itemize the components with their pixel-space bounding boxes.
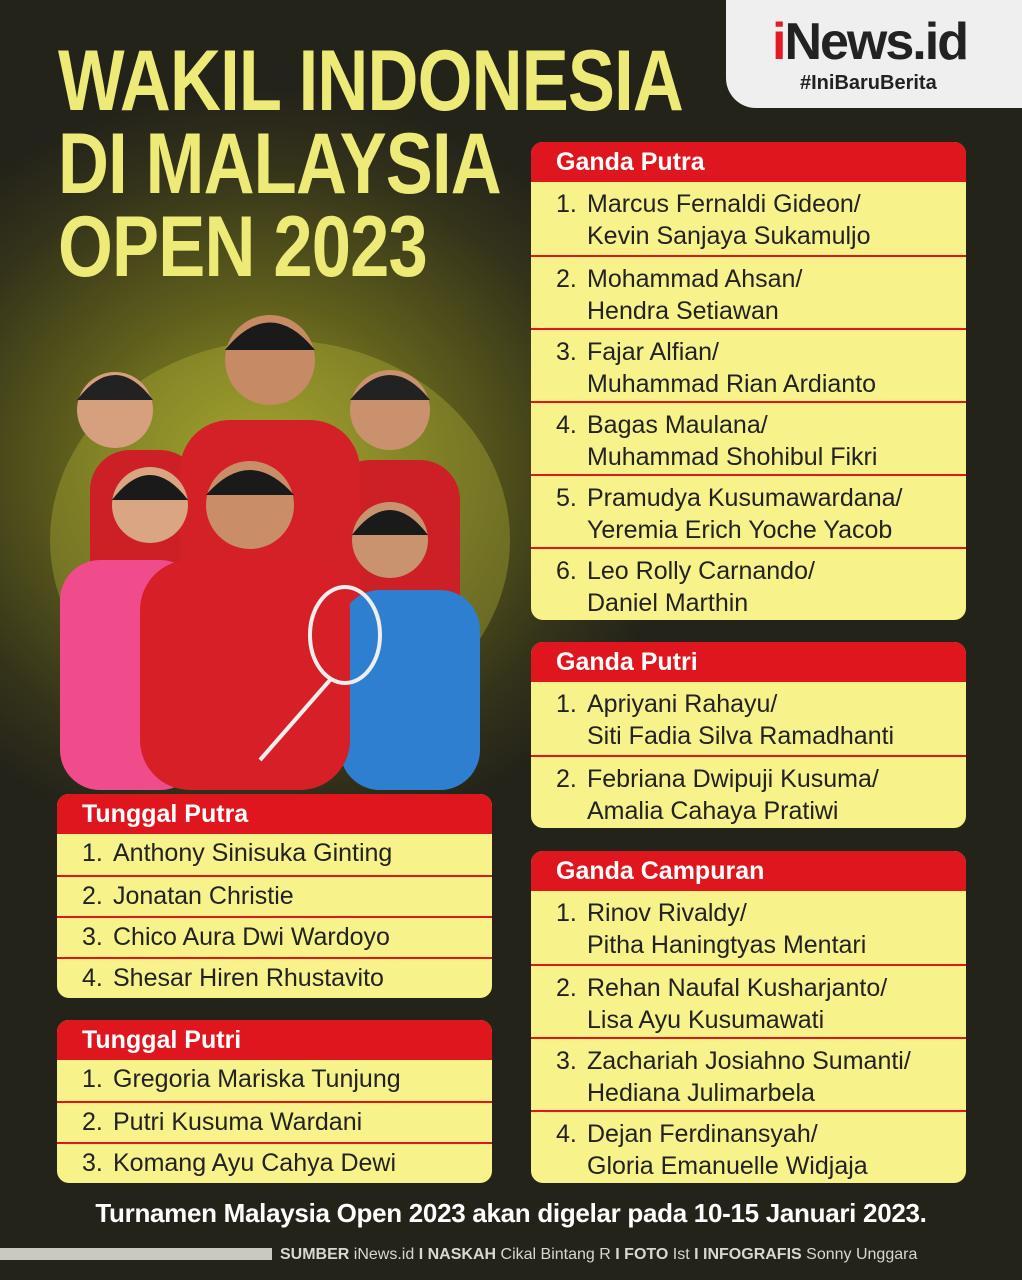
list-item [531,474,966,547]
list-item [531,182,966,255]
panel-header: Ganda Campuran [531,851,966,891]
list-item [531,328,966,401]
panel-ganda-putri [531,642,966,828]
credits [0,1246,1022,1264]
panel-header: Tunggal Putra [57,794,492,834]
credit-value: Sonny Unggara [806,1246,918,1263]
partner-name: Gloria Emanuelle Widjaja [587,1152,868,1180]
list-item [57,957,492,998]
panel-tunggal-putri [57,1020,492,1183]
list-item [531,1110,966,1183]
player-name: Rehan Naufal Kusharjanto/ [587,974,888,1002]
partner-name: Hediana Julimarbela [587,1079,815,1107]
player-name: Gregoria Mariska Tunjung [113,1065,401,1093]
item-number: 3. [82,1149,103,1177]
player-name: Jonatan Christie [113,882,294,910]
item-number: 1. [82,1065,103,1093]
panel-tunggal-putra [57,794,492,998]
credit-value: Ist [672,1246,690,1263]
player-name: Marcus Fernaldi Gideon/ [587,190,861,218]
player-name: Mohammad Ahsan/ [587,265,803,293]
player-name: Febriana Dwipuji Kusuma/ [587,765,879,793]
partner-name: Daniel Marthin [587,589,749,617]
athlete-figure [60,315,480,790]
player-name: Komang Ayu Cahya Dewi [113,1149,397,1177]
credit-key: FOTO [624,1246,669,1263]
credit-key: SUMBER [280,1246,350,1263]
item-number: 3. [82,923,103,951]
partner-name: Siti Fadia Silva Ramadhanti [587,722,895,750]
player-name: Shesar Hiren Rhustavito [113,964,384,992]
list-item [531,891,966,964]
logo-tagline: #IniBaruBerita [800,72,937,94]
item-number: 1. [82,839,103,867]
list-item [57,1060,492,1101]
item-number: 1. [556,899,577,927]
logo-text: News.id [784,13,967,71]
player-name: Dejan Ferdinansyah/ [587,1120,818,1148]
item-number: 4. [82,964,103,992]
panel-ganda-campuran [531,851,966,1183]
list-item [531,682,966,755]
list-item [531,1037,966,1110]
credit-value: Cikal Bintang R [500,1246,611,1263]
player-name: Zachariah Josiahno Sumanti/ [587,1047,911,1075]
credit-key: INFOGRAFIS [703,1246,802,1263]
player-name: Rinov Rivaldy/ [587,899,747,927]
player-name: Pramudya Kusumawardana/ [587,484,903,512]
inews-logo [726,0,1022,108]
item-number: 2. [556,974,577,1002]
panel-ganda-putra [531,142,966,620]
player-name: Anthony Sinisuka Ginting [113,839,393,867]
item-number: 4. [556,1120,577,1148]
sep: I [615,1246,620,1263]
sep: I [418,1246,424,1263]
athletes-photo [30,290,530,790]
footer-note: Turnamen Malaysia Open 2023 akan digelar pada 10-15 Januari 2023. [95,1198,927,1228]
list-item [57,834,492,875]
partner-name: Kevin Sanjaya Sukamuljo [587,222,871,250]
player-name: Leo Rolly Carnando/ [587,557,815,585]
item-number: 2. [556,765,577,793]
logo-i: i [772,13,785,71]
partner-name: Yeremia Erich Yoche Yacob [587,516,893,544]
player-name: Putri Kusuma Wardani [113,1108,363,1136]
list-item [57,1101,492,1142]
panel-header: Ganda Putri [531,642,966,682]
list-item [531,401,966,474]
panel-header: Tunggal Putri [57,1020,492,1060]
item-number: 1. [556,690,577,718]
credit-key: NASKAH [427,1246,497,1263]
partner-name: Lisa Ayu Kusumawati [587,1006,825,1034]
item-number: 6. [556,557,577,585]
list-item [57,916,492,957]
item-number: 2. [556,265,577,293]
partner-name: Amalia Cahaya Pratiwi [587,797,839,825]
player-name: Apriyani Rahayu/ [587,690,778,718]
partner-name: Muhammad Shohibul Fikri [587,443,878,471]
item-number: 5. [556,484,577,512]
list-item [531,755,966,828]
item-number: 3. [556,338,577,366]
item-number: 1. [556,190,577,218]
partner-name: Pitha Haningtyas Mentari [587,931,867,959]
player-name: Bagas Maulana/ [587,411,768,439]
item-number: 4. [556,411,577,439]
list-item [57,1142,492,1183]
list-item [531,255,966,328]
item-number: 2. [82,1108,103,1136]
list-item [531,964,966,1037]
list-item [57,875,492,916]
player-name: Fajar Alfian/ [587,338,720,366]
panel-header: Ganda Putra [531,142,966,182]
credits-bar [0,1248,272,1260]
title-line: DI MALAYSIA [58,116,501,212]
credit-value: iNews.id [353,1246,415,1263]
partner-name: Muhammad Rian Ardianto [587,370,877,398]
item-number: 3. [556,1047,577,1075]
title-line: WAKIL INDONESIA [58,33,684,129]
partner-name: Hendra Setiawan [587,297,779,325]
title-line: OPEN 2023 [58,199,427,295]
item-number: 2. [82,882,103,910]
player-name: Chico Aura Dwi Wardoyo [113,923,390,951]
sep: I [694,1246,699,1263]
list-item [531,547,966,620]
